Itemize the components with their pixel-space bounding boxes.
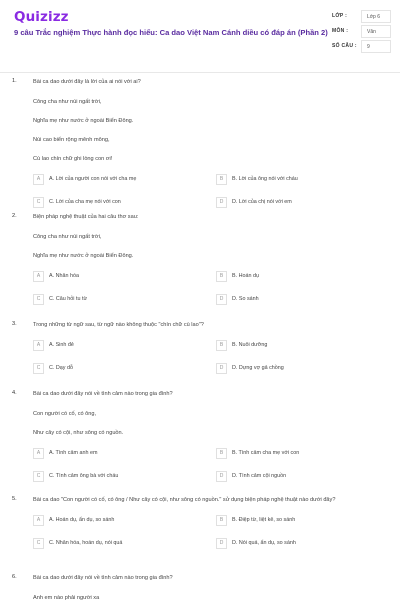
meta-row-count <box>326 40 388 55</box>
question-number: 1. <box>12 78 17 84</box>
option-key-box: C <box>33 294 44 305</box>
option-label: A. Hoán dụ, ẩn dụ, so sánh <box>49 517 115 523</box>
option-label: B. Lời của ông nói với cháu <box>232 176 298 182</box>
meta-value: Lớp 6 <box>361 10 391 23</box>
option-label: D. Lời của chị nói với em <box>232 199 292 205</box>
option-label: C. Tình cảm ông bà với cháu <box>49 473 119 479</box>
option-key-box: B <box>216 340 227 351</box>
question-block <box>0 78 400 209</box>
meta-label: SỐ CÂU : <box>332 43 357 49</box>
question-text: Bài ca dao dưới đây nói về tình cảm nào trong gia đình? <box>33 575 173 581</box>
option-key-box: D <box>216 471 227 482</box>
option-key-box: C <box>33 538 44 549</box>
question-number: 3. <box>12 321 17 327</box>
question-number: 2. <box>12 213 17 219</box>
verse-line: Nghĩa mẹ như nước ở ngoài Biển Đông. <box>33 253 134 259</box>
meta-row-subject <box>326 25 388 40</box>
option-key-box: C <box>33 363 44 374</box>
option-label: D. Dựng vợ gả chồng <box>232 365 284 371</box>
options-row <box>33 471 373 483</box>
meta-row-class <box>326 10 388 25</box>
options-row <box>33 515 373 527</box>
options-row <box>33 174 373 186</box>
question-block <box>0 321 400 375</box>
question-text: Bài ca dao dưới đây là lời của ai nói với ai? <box>33 79 141 85</box>
option-key-box: D <box>216 197 227 208</box>
option-key-box: B <box>216 271 227 282</box>
question-block <box>0 574 400 600</box>
options-row <box>33 363 373 375</box>
page-header <box>0 0 400 62</box>
option-key-box: D <box>216 538 227 549</box>
question-text: Bài ca dao dưới đây nói về tình cảm nào trong gia đình? <box>33 391 173 397</box>
meta-value: Văn <box>361 25 391 38</box>
option-key-box: B <box>216 448 227 459</box>
option-key-box: A <box>33 515 44 526</box>
options-row <box>33 448 373 460</box>
question-text: Bài ca dao "Con người có cố, có ông / Như cây có cội, như sông có nguồn." sử dụng biện pháp nghệ thuật nào dưới đây? <box>33 497 336 503</box>
options-row <box>33 294 373 306</box>
option-label: A. Tình cảm anh em <box>49 450 98 456</box>
verse-line: Anh em nào phải người xa <box>33 595 100 600</box>
option-label: B. Hoán dụ <box>232 273 259 279</box>
meta-panel <box>326 10 388 55</box>
verse-line: Con người có cố, có ông, <box>33 411 97 417</box>
meta-label: MÔN : <box>332 28 349 34</box>
meta-label: LỚP : <box>332 13 348 19</box>
option-label: A. Sinh đẻ <box>49 342 74 348</box>
option-key-box: C <box>33 197 44 208</box>
verse-line: Nghĩa mẹ như nước ở ngoài Biển Đông. <box>33 118 134 124</box>
quizizz-logo <box>14 8 69 26</box>
option-label: B. Điệp từ, liệt kê, so sánh <box>232 517 296 523</box>
logo-text: Quizizz <box>14 9 69 25</box>
options-row <box>33 197 373 209</box>
option-label: A. Nhân hóa <box>49 273 79 279</box>
option-label: D. Nói quá, ẩn dụ, so sánh <box>232 540 296 546</box>
options-row <box>33 271 373 283</box>
option-label: C. Lời của cha mẹ nói với con <box>49 199 121 205</box>
option-label: B. Nuôi dưỡng <box>232 342 268 348</box>
option-label: C. Nhân hóa, hoán dụ, nói quá <box>49 540 123 546</box>
option-label: C. Dạy dỗ <box>49 365 73 371</box>
option-key-box: A <box>33 271 44 282</box>
option-key-box: A <box>33 340 44 351</box>
option-key-box: D <box>216 294 227 305</box>
question-block <box>0 213 400 306</box>
verse-line: Núi cao biển rộng mênh mông, <box>33 137 110 143</box>
options-row <box>33 538 373 550</box>
option-key-box: C <box>33 471 44 482</box>
option-label: D. Tình cảm cội nguồn <box>232 473 287 479</box>
option-label: D. So sánh <box>232 296 259 302</box>
question-number: 6. <box>12 574 17 580</box>
question-number: 4. <box>12 390 17 396</box>
question-block <box>0 496 400 550</box>
verse-line: Như cây có cội, như sông có nguồn. <box>33 430 124 436</box>
option-key-box: B <box>216 174 227 185</box>
option-label: C. Câu hỏi tu từ <box>49 296 88 302</box>
options-row <box>33 340 373 352</box>
meta-value: 9 <box>361 40 391 53</box>
header-divider <box>0 72 400 73</box>
verse-line: Cù lao chín chữ ghi lòng con ơi! <box>33 156 113 162</box>
option-key-box: D <box>216 363 227 374</box>
question-number: 5. <box>12 496 17 502</box>
document-title: 9 câu Trắc nghiệm Thực hành đọc hiểu: Ca dao Việt Nam Cánh diều có đáp án (Phần 2) <box>14 28 328 37</box>
verse-line: Công cha như núi ngất trời, <box>33 234 102 240</box>
option-key-box: A <box>33 174 44 185</box>
option-label: A. Lời của người con nói với cha mẹ <box>49 176 137 182</box>
question-text: Biện pháp nghệ thuật của hai câu thơ sau: <box>33 214 139 220</box>
question-block <box>0 390 400 483</box>
option-label: B. Tình cảm cha mẹ với con <box>232 450 300 456</box>
option-key-box: B <box>216 515 227 526</box>
verse-line: Công cha như núi ngất trời, <box>33 99 102 105</box>
question-text: Trong những từ ngữ sau, từ ngữ nào không thuộc "chín chữ cù lao"? <box>33 322 204 328</box>
option-key-box: A <box>33 448 44 459</box>
